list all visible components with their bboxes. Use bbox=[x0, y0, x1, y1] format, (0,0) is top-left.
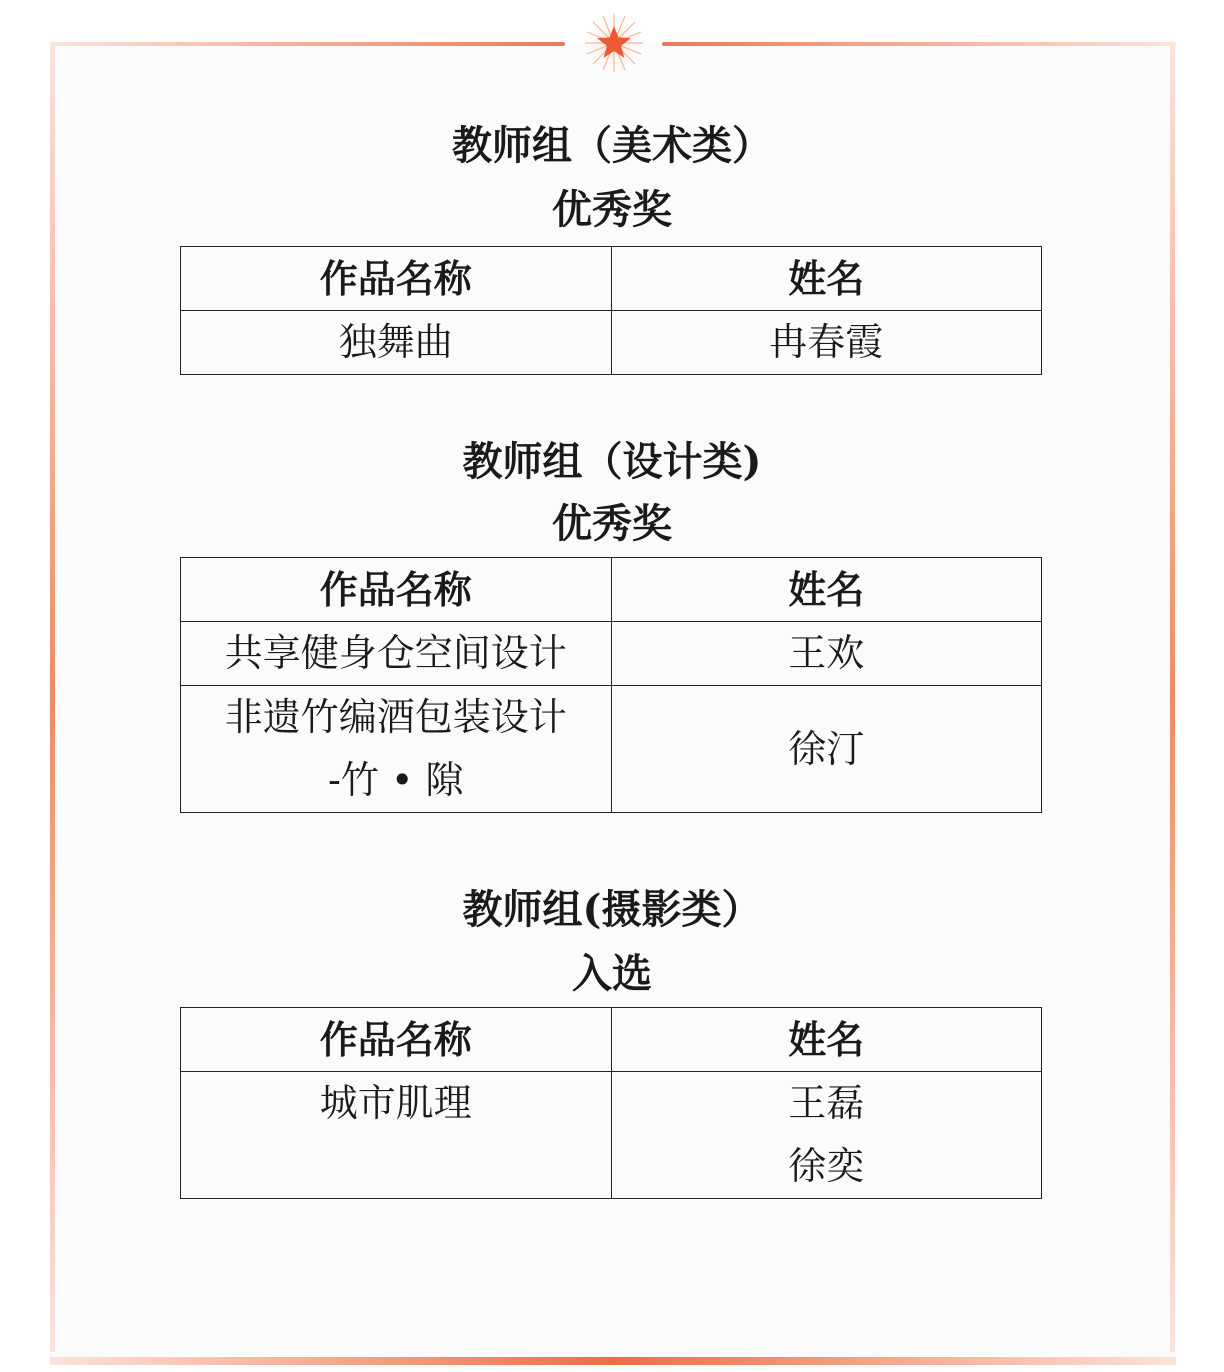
section-2-table bbox=[180, 557, 1042, 813]
section-1-group-title: 教师组（美术类） bbox=[452, 122, 772, 169]
frame-right-line bbox=[1170, 42, 1175, 1352]
person-name-cell: 王欢 bbox=[611, 622, 1042, 686]
work-name-line: 非遗竹编酒包装设计 bbox=[224, 695, 567, 739]
section-3-table bbox=[180, 1007, 1042, 1199]
frame-top-right-line bbox=[662, 42, 1176, 46]
header-person-name: 姓名 bbox=[611, 247, 1042, 311]
header-person-name: 姓名 bbox=[611, 558, 1042, 622]
header-person-name: 姓名 bbox=[611, 1008, 1042, 1072]
frame-bottom-line bbox=[50, 1357, 1176, 1365]
section-3-award-title: 入选 bbox=[572, 950, 652, 997]
work-name-line: -竹 • 隙 bbox=[328, 758, 464, 802]
person-name-line: 王磊 bbox=[788, 1081, 865, 1125]
star-icon bbox=[583, 12, 645, 74]
section-1-table bbox=[180, 246, 1042, 375]
table-row bbox=[181, 1072, 1042, 1199]
table-row bbox=[181, 311, 1042, 375]
header-work-name: 作品名称 bbox=[181, 1008, 612, 1072]
section-2-award-title: 优秀奖 bbox=[552, 500, 672, 547]
person-name-cell: 冉春霞 bbox=[611, 311, 1042, 375]
table-header-row bbox=[181, 247, 1042, 311]
person-name-line: 徐奕 bbox=[788, 1144, 865, 1188]
section-3-group-title: 教师组(摄影类） bbox=[462, 886, 762, 933]
frame-top-left-line bbox=[50, 42, 565, 46]
section-1-award-title: 优秀奖 bbox=[552, 186, 672, 233]
header-work-name: 作品名称 bbox=[181, 247, 612, 311]
header-work-name: 作品名称 bbox=[181, 558, 612, 622]
table-row bbox=[181, 686, 1042, 813]
person-name-cell bbox=[611, 1072, 1042, 1199]
work-name-cell bbox=[181, 686, 612, 813]
section-2-group-title: 教师组（设计类) bbox=[462, 438, 762, 485]
work-name-cell: 独舞曲 bbox=[181, 311, 612, 375]
work-name-cell: 城市肌理 bbox=[181, 1072, 612, 1199]
table-header-row bbox=[181, 1008, 1042, 1072]
work-name-cell: 共享健身仓空间设计 bbox=[181, 622, 612, 686]
person-name-cell: 徐汀 bbox=[611, 686, 1042, 813]
table-header-row bbox=[181, 558, 1042, 622]
table-row bbox=[181, 622, 1042, 686]
frame-left-line bbox=[50, 42, 55, 1352]
